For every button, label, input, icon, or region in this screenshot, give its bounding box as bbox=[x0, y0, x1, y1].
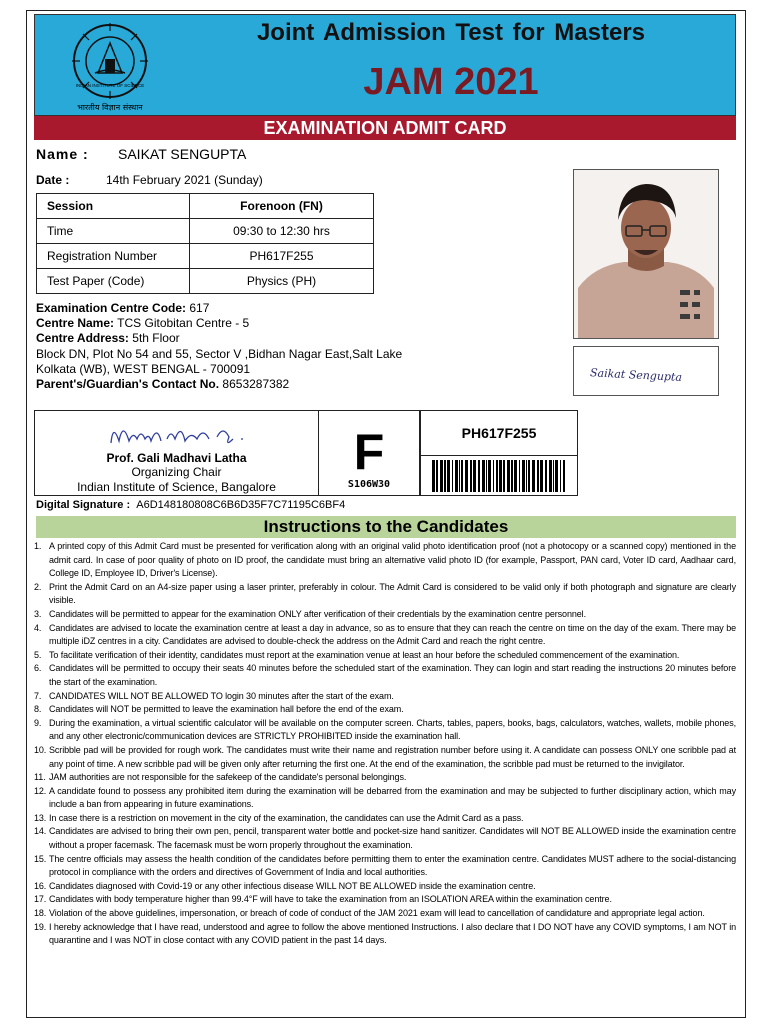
instruction-text: CANDIDATES WILL NOT BE ALLOWED TO login 30 minutes after the start of the exam. bbox=[49, 690, 394, 701]
instruction-number: 19. bbox=[34, 921, 47, 932]
instruction-item bbox=[34, 907, 736, 921]
centre-address-label: Centre Address: bbox=[36, 331, 129, 346]
instruction-item bbox=[34, 853, 736, 880]
barcode-icon bbox=[430, 460, 570, 492]
svg-text:Saikat Sengupta: Saikat Sengupta bbox=[589, 366, 683, 384]
contact-number: 8653287382 bbox=[222, 377, 290, 392]
instruction-item bbox=[34, 581, 736, 608]
instruction-item bbox=[34, 880, 736, 894]
paper-code-letter: F bbox=[353, 424, 385, 480]
instruction-item bbox=[34, 622, 736, 649]
session-label: Session bbox=[37, 194, 190, 219]
time-value: 09:30 to 12:30 hrs bbox=[190, 219, 374, 244]
instruction-number: 11. bbox=[34, 772, 46, 783]
candidate-signature bbox=[573, 346, 719, 396]
centre-details bbox=[36, 301, 576, 392]
instruction-text: Print the Admit Card on an A4-size paper using a laser printer, preferably in colour. The Admit Card is considered to be valid only if both photograph and signature are clearly visible. bbox=[49, 581, 736, 606]
instruction-text: Violation of the above guidelines, impersonation, or breach of code of conduct of the JAM 2021 exam will lead to cancellation of candidature and appropriate legal action. bbox=[49, 908, 705, 919]
instruction-item bbox=[34, 717, 736, 744]
divider bbox=[421, 455, 577, 456]
instruction-number: 18. bbox=[34, 908, 47, 919]
instruction-text: In case there is a restriction on movement in the city of the examination, the candidates can use the Admit Card as a pass. bbox=[49, 812, 524, 823]
header-banner bbox=[34, 14, 736, 116]
instruction-item bbox=[34, 893, 736, 907]
instruction-item bbox=[34, 812, 736, 826]
paper-code: S106W30 bbox=[347, 479, 391, 490]
instruction-number: 15. bbox=[34, 853, 47, 864]
table-row bbox=[37, 194, 374, 219]
instructions-heading: Instructions to the Candidates bbox=[36, 516, 736, 538]
exam-full-title: Joint Admission Test for Masters bbox=[256, 19, 646, 46]
instruction-text: A candidate found to possess any prohibited item during the examination will be debarred from the examination and may be subjected to further disciplinary action, which may include a ban from appearing in future examinations. bbox=[49, 785, 736, 810]
admit-card-heading: EXAMINATION ADMIT CARD bbox=[34, 116, 736, 140]
centre-address-line1: 5th Floor bbox=[132, 331, 180, 346]
instruction-number: 4. bbox=[34, 622, 42, 633]
instruction-number: 5. bbox=[34, 649, 42, 660]
instruction-item bbox=[34, 662, 736, 689]
iisc-logo-icon bbox=[65, 21, 155, 113]
instruction-number: 14. bbox=[34, 826, 47, 837]
instruction-item bbox=[34, 744, 736, 771]
instructions-list bbox=[34, 540, 736, 948]
instruction-item bbox=[34, 785, 736, 812]
instruction-item bbox=[34, 703, 736, 717]
centre-address-line2: Block DN, Plot No 54 and 55, Sector V ,Bidhan Nagar East,Salt Lake bbox=[36, 346, 403, 361]
instruction-text: To facilitate verification of their identity, candidates must report at the examination venue at least an hour before the scheduled commencement of the examination. bbox=[49, 649, 680, 660]
instruction-text: Candidates will be permitted to occupy their seats 40 minutes before the scheduled start of the examination. They can login and start reading the instructions 20 minutes before the start of the examination. bbox=[49, 663, 736, 687]
instruction-number: 17. bbox=[34, 894, 47, 905]
digital-signature-row bbox=[36, 499, 345, 511]
session-table bbox=[36, 193, 374, 294]
authority-role: Organizing Chair bbox=[131, 465, 222, 479]
instruction-item bbox=[34, 921, 736, 948]
authority-institute: Indian Institute of Science, Bangalore bbox=[77, 480, 276, 494]
authority-signature-panel bbox=[34, 410, 319, 496]
instruction-number: 7. bbox=[34, 690, 42, 701]
paper-code-panel bbox=[318, 410, 420, 496]
registration-label: Registration Number bbox=[37, 244, 190, 269]
centre-code: 617 bbox=[189, 301, 210, 315]
instruction-number: 16. bbox=[34, 880, 47, 891]
instruction-number: 1. bbox=[34, 541, 42, 551]
date-label: Date : bbox=[36, 173, 70, 187]
centre-name-label: Centre Name: bbox=[36, 316, 115, 331]
candidate-name-row bbox=[36, 146, 246, 162]
instruction-item bbox=[34, 825, 736, 852]
instruction-item bbox=[34, 771, 736, 785]
name-label: Name : bbox=[36, 146, 89, 162]
contact-label: Parent's/Guardian's Contact No. bbox=[36, 377, 220, 392]
instruction-text: JAM authorities are not responsible for the safekeep of the candidate's personal belongings. bbox=[49, 772, 407, 783]
instruction-text: During the examination, a virtual scientific calculator will be available on the computer screen. Charts, tables, papers, books, bags, calculators, watches, wallets, mobile phones, and any other electronic/communication devices are STRICTLY PROHIBITED inside the examination hall. bbox=[49, 717, 736, 742]
time-label: Time bbox=[37, 219, 190, 244]
instruction-text: Candidates will be permitted to appear for the examination ONLY after verification of their credentials by the examination centre personnel. bbox=[49, 608, 586, 619]
session-value: Forenoon (FN) bbox=[190, 194, 374, 219]
authority-name: Prof. Gali Madhavi Latha bbox=[106, 451, 247, 465]
table-row bbox=[37, 244, 374, 269]
test-paper-label: Test Paper (Code) bbox=[37, 269, 190, 294]
digital-signature-label: Digital Signature : bbox=[36, 499, 131, 511]
svg-text:INDIAN INSTITUTE OF SCIENCE: INDIAN INSTITUTE OF SCIENCE bbox=[75, 83, 145, 88]
instruction-number: 2. bbox=[34, 581, 42, 592]
instruction-text: Candidates with body temperature higher than 99.4°F will have to take the examination from an ISOLATION AREA within the examination centre. bbox=[49, 894, 612, 905]
table-row bbox=[37, 269, 374, 294]
instruction-text: Candidates are advised to bring their own pen, pencil, transparent water bottle and pocket-size hand sanitizer. Candidates will NOT BE ALLOWED inside the examination centre without a proper facemask. The facemask must be worn properly throughout the examination. bbox=[49, 826, 736, 851]
instruction-text: Candidates will NOT be permitted to leave the examination hall before the end of the exam. bbox=[49, 704, 404, 715]
centre-name: TCS Gitobitan Centre - 5 bbox=[117, 316, 250, 331]
instruction-number: 8. bbox=[34, 704, 42, 715]
instruction-text: I hereby acknowledge that I have read, understood and agree to follow the above mentioned Instructions. I also declare that I DO NOT have any COVID symptoms, I am NOT in quarantine and I was NOT in close contact with any COVID patient in the past 14 days. bbox=[49, 921, 736, 946]
exam-title: JAM 2021 bbox=[363, 61, 539, 103]
instruction-number: 12. bbox=[34, 785, 47, 796]
barcode-panel bbox=[420, 410, 578, 496]
instruction-number: 3. bbox=[34, 608, 42, 619]
instruction-number: 6. bbox=[34, 663, 42, 674]
instruction-number: 10. bbox=[34, 744, 47, 755]
instruction-text: The centre officials may assess the health condition of the candidates before permitting them to enter the examination centre. Candidates MUST adhere to the social-distancing protocol in compliance with the orders and directives of Government of India and local authorities. bbox=[49, 853, 736, 878]
instruction-text: A printed copy of this Admit Card must be presented for verification along with an original valid photo identification proof (not a photocopy or a scanned copy) mentioned in the admit card. In case of poor quality of photo on ID proof, the candidate must bring an alternative valid photo ID (for example, Passport, PAN card, Voter ID card, Aadhaar card, College ID, Employee ID, Driver's License). bbox=[49, 541, 736, 579]
candidate-name: SAIKAT SENGUPTA bbox=[118, 146, 247, 162]
centre-address-line3: Kolkata (WB), WEST BENGAL - 700091 bbox=[36, 361, 251, 376]
digital-signature-value: A6D148180808C6B6D35F7C71195C6BF4 bbox=[136, 499, 346, 511]
instruction-number: 9. bbox=[34, 717, 42, 728]
authority-signature bbox=[105, 417, 255, 451]
instruction-text: Candidates diagnosed with Covid-19 or any other infectious disease WILL NOT BE ALLOWED inside the examination centre. bbox=[49, 880, 536, 891]
exam-date: 14th February 2021 (Sunday) bbox=[106, 173, 263, 187]
instruction-text: Candidates are advised to locate the examination centre at least a day in advance, so as to ensure that they can reach the centre on time on the day of the exam. There may be multiple iDZ centres in a city. Candidates are advised to double-check the address on the Admit Card and reach the right centre. bbox=[49, 622, 736, 647]
barcode-registration-number: PH617F255 bbox=[461, 425, 537, 441]
test-paper-value: Physics (PH) bbox=[190, 269, 374, 294]
registration-value: PH617F255 bbox=[190, 244, 374, 269]
instruction-item bbox=[34, 540, 736, 581]
instruction-item bbox=[34, 608, 736, 622]
instruction-item bbox=[34, 649, 736, 663]
instruction-text: Scribble pad will be provided for rough work. The candidates must write their name and registration number before using it. A candidate can possess ONLY one scribble pad at any point of time. A new scribble pad will be given only after returning the first one. At the end of the examination, the scribble pad must be returned to the invigilator. bbox=[49, 744, 736, 769]
instruction-number: 13. bbox=[34, 812, 47, 823]
instruction-item bbox=[34, 690, 736, 704]
svg-text:भारतीय विज्ञान संस्थान: भारतीय विज्ञान संस्थान bbox=[77, 103, 143, 112]
candidate-photo bbox=[573, 169, 719, 339]
exam-date-row bbox=[36, 173, 263, 187]
centre-code-label: Examination Centre Code: bbox=[36, 301, 187, 315]
table-row bbox=[37, 219, 374, 244]
